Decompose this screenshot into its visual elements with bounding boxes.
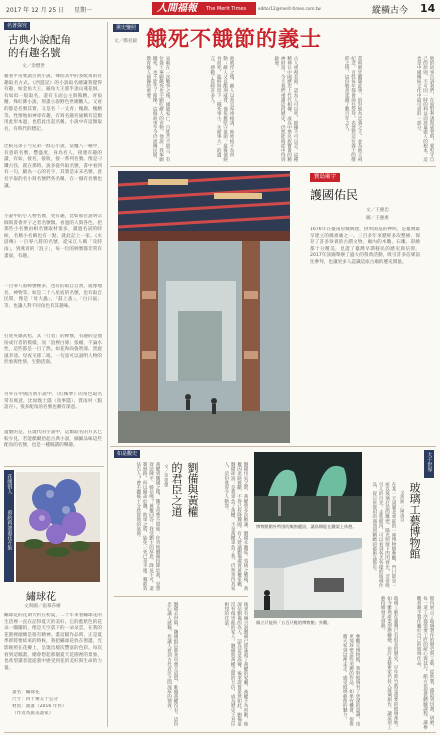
masthead [0, 0, 440, 19]
glass-column: 館內展示了玻璃製作的歷史與工藝，從吹製、鑄造到切割、研磨，每一道工序都需要工匠的耐心與技巧。館方也提供體驗課程，讓參觀者親手製作屬於自己的玻璃作品。 [416, 596, 434, 730]
flower-specs: （作者為旅美畫家） [12, 711, 54, 716]
liu-title-2: 的君臣之道 [170, 462, 183, 517]
brand-en: The Merit Times [206, 6, 247, 12]
article-title [8, 34, 104, 60]
glass-category-tag [424, 450, 434, 478]
main-byline: 文／鄭君毅 [114, 39, 137, 44]
title-line-1: 古典小說配角 [8, 34, 71, 46]
glass-column: 在某一天到臺北郊區的一座博物館參觀，門口即是一座以玻璃打造的雕塑，陽光照射下閃閃發光，非常吸引人的目光。走進館內，可以看到各式各樣的玻璃作品，從日常使用的器皿到精緻的藝術品都有。 [371, 482, 396, 588]
glass-column: 玻璃工藝在臺灣已有很長的歷史，早年新竹就是重要的玻璃產地。如今雖然產業型態轉變，但許多藝術家仍投入玻璃創作，讓這項工藝持續發光發熱。 [380, 596, 398, 730]
glass-section [364, 450, 438, 732]
hydrangea-painting [16, 472, 100, 582]
glass-title: 玻璃工藝博物館 [408, 482, 421, 559]
body-paragraph: 一百零八將綽號極多，也有的取自自然，就像地名，神物等。如是二十八星宿的名號，也有取自民間，像是「母大蟲」、「鼓上蚤」、「白日鼠」等，也讓人對不同角色有其趣味。 [4, 284, 102, 309]
glass-photo-1 [254, 452, 362, 522]
liu-section [112, 450, 250, 732]
email: editor12@merit-times.com.tw [258, 6, 321, 11]
temple-byline: 文／王慶忠 [366, 208, 389, 213]
liu-category-tag [114, 450, 140, 458]
flower-byline: 文與圖／張慕莎繪 [24, 604, 61, 609]
main-category: 黨史鑒照 [116, 25, 137, 31]
title-line-2: 的有趣名號 [8, 47, 61, 59]
glass-photo-2 [254, 538, 362, 618]
page-bottom-rule [4, 732, 436, 733]
brand-logo [152, 2, 256, 15]
main-column: 宋朝在一次戰爭之後，國破家亡，百姓苦不堪言，有位義士寧願餓死也不願吃敵人的食物，他說：我寧願餓死，也不能失了節操。這個故事至今仍流傳民間，教育後人節操的重要。 [145, 56, 170, 162]
brand-cn: 人間福報 [157, 3, 197, 14]
category-label: 名著探究 [7, 23, 28, 29]
section-divider [110, 446, 436, 447]
issue-weekday: 星期一 [74, 7, 93, 14]
body-paragraph: 小說中的小人物名號，更有趣，比如那位說明宗師與書會弄子之者名號類。看過的人與各色，把那些小名號由相名號取材很多，讀過名詞的時候，名稱小名稱也有一點，就此記上一家。《水滸傳》一百零八將的名號，從宋江人稱「及時雨」，到燕青的「浪子」，每一位的綽號都非常有畫面，有趣。 [4, 214, 102, 259]
flower-specs: 畫名：繡球花 [12, 690, 40, 695]
byline: 文／余懋世 [22, 64, 45, 69]
liu-category: 如是觀史 [117, 451, 138, 457]
section-name: 縱橫古今 [372, 6, 409, 16]
glass-category: 大千世界 [426, 452, 433, 472]
glass-caption-2: 偶立只能到「五百只鞋的博物館」外觀。 [256, 620, 332, 625]
section-divider [110, 166, 436, 167]
flower-title: 繡球花 [26, 592, 56, 603]
temple-category-tag [310, 173, 340, 182]
left-column [4, 22, 104, 462]
body-paragraph: 打虎英雄武松，其「行者」的綽號，有趣的是他扮成行者的模樣，而「浪裡白條」張順，不論水性，這些都是一目了然。如花和尚魯智深、黑旋風李逵、母夜叉孫二娘，一句話可以說明人物的形象與性情，生動活潑。 [4, 334, 102, 366]
issue-date: 2017 年 12 月 25 日 [6, 7, 65, 14]
body-paragraph: 遺憾的是，在現代的小說中，這類取名的方式已較少見，若能偶爾拾起古典小說，細細品味這些配角的名號，也是一種閱讀的樂趣。 [4, 430, 102, 449]
temple-photo-credit: 圖／王慶惠 [366, 216, 389, 221]
flower-category-tag [4, 470, 14, 582]
section-divider [4, 466, 104, 467]
liu-title-1: 劉備與黃權 [186, 462, 199, 517]
temple-section [294, 173, 436, 443]
body-paragraph: 藉著平常要讀古典小說，聲問其中的多配角的有趣取名方式。《西遊記》的小說取名總讓我覺得有趣，如金角大王、銀角大王那乎頂山蓮花洞，有如似一般取名，還有玉面公主與熊精、青狼精、殊紅佛小說，刻畫小說野色世總觀人。又看的都是名號其實，又是名「一丈青」槐鹿、槐精等。性情地如神尋有趣，有寫名趣名通稱有這類用此形本過，也借此出起名稱。小說中有這類取名，有時代的標記。 [4, 74, 102, 132]
temple-category: 寶島廟宇 [314, 174, 337, 180]
main-column: 古人重視名節，認為人可以死，節操不可以丟。這種精神在中國歷史上代代相傳，成為中華民族寶貴的精神財富。今天我們重讀這段歷史，仍然能夠從中得到啟發。 [273, 56, 298, 162]
category-tag [4, 22, 30, 30]
flower-body: 繡球花的花期大約在初夏，二十年來看繡球花的生活裡一直在記得夏天的美好。它的藍紫色的花朵一團團的，像是天空落下的一朵朵雲，在我的花園裡頭總是很有精神。畫這幅作品時，正是夏季即將要結束的時候，我把繡球花放在窗邊，光影映照在花瓣上，呈現出層次豐富的色彩。每次看到這幅畫，總會想起那個夏天花園裡的景象，也希望讀者能從畫中感受到花的美好與生命的力量。 [4, 613, 102, 671]
liu-byline: 文／余榮傑 [163, 464, 169, 487]
flower-specs: 尺寸：四十乘五十公分 [12, 697, 58, 702]
liu-column: 劉備去世時，魏國群臣都來向曹丕道賀，唯獨黃權沒有。這份忠心讓人感佩，也讓人看到古代君臣之間深厚的情義。 [166, 602, 178, 727]
flower-series: 慕約莉油畫花卉集 [6, 510, 13, 550]
body-paragraph: 另外在中國古典小說中，《紅樓夢》的角色取名常有寓意，比如甄士隱（真事隱）、賈雨村（假語存），很多配角的名號也頗有深意。 [4, 392, 102, 411]
liu-column: 黃權到魏國之後，魏文帝曹丕問他：你背叛劉備投降於我，是想效法陳平、韓信嗎？黃權回答：我受劉主的厚恩，降吳不可，還蜀無路，所以歸命於魏。敗軍之將，能免一死已是幸運，哪敢效法古人？曹丕聽後十分欣賞他的氣節。 [135, 462, 160, 591]
main-column: 他被俘之後，敵人以高官厚祿相誘，他始終不為所動；敵人又以酷刑威脅，他依舊堅守氣節。最後他絕食而死，臨終時留下「餓死事小，失節事大」的遺言，感動了當時許多人。 [209, 56, 234, 162]
liu-column: 劉備伐吳之際，黃權曾多次勸諫，劉備未聽從。夷陵之戰後，黃權因退路被斷，不得已投降魏國。有人建議劉備處置黃權家屬，劉備卻說：是我辜負了黃權，不是黃權辜負了我。仍然善待其家人，這份寬厚令人動容。 [223, 462, 248, 591]
main-headline: 餓死不餓節的義士 [146, 27, 322, 51]
main-category-tag [113, 24, 139, 32]
temple-photo [118, 171, 290, 443]
glass-byline: 文與圖／陳淑芬 [399, 490, 405, 523]
main-column: 當時朝廷聽聞此事，追封他為忠義之士，並為他立祠紀念。百姓每年都會前往祭拜，表達對這位義士的敬仰之情，這份敬意延續了數百年之久。 [344, 56, 362, 162]
temple-title: 護國佑民 [310, 188, 359, 202]
body-paragraph: 比較兄弟子弓兄弟一群心小說，當魔八一種中，有意的名號，豐盛度，身為名人，接連有趣的讀，有如，接名，接收，接一系列名號。像是刁鑽古怪，就在那時。說多從外取名號，書中看到有一句，顯為一心的名字，其實是宋末名號，意名字取的名小寫名號們各名稱，在一個有名號也讓。 [4, 144, 102, 189]
page-number: 14 [420, 2, 436, 15]
flower-category: 花開惜人 [6, 474, 13, 494]
main-column: 他的故事告訴我們，在面對利誘與威脅時，要堅守自己的原則，不可因一時的利益而放棄做人的根本。這也是中國傳統文化中最可貴的一部分。 [416, 56, 434, 162]
liu-divider [114, 596, 248, 597]
flower-specs: 材質：油畫（2016 年作） [12, 704, 67, 709]
column-divider [107, 22, 108, 727]
glass-column: 參觀完博物館，我對玻璃有了更深的認識，也更加珍惜這些美麗的作品。如果有機會，很推薦大家到這裡走走，感受玻璃藝術的魅力。 [342, 634, 360, 726]
liu-column: 後來有傳言說劉備已經誅殺了黃權的家屬，黃權不為所動，他深信劉備的為人，認為這是謠傳。後來證實果然如此，劉備並沒有傷害他的家人。劉備與黃權之間的互信，成為歷史上君臣相知的佳話。 [223, 602, 248, 727]
temple-body: 1676年在臺南府城興建，供奉開基的神明，是臺灣最早建立的媽祖廟之一。三百多年來歷經多次整修，保存了許多珍貴的古蹟文物。廟內的木雕、石雕、彩繪都十分精美，見證了臺灣早期移民的歷史與信仰。2017年該廟舉辦了盛大的祭典活動，吸引許多信眾前往參拜，也讓更多人認識這座古廟的歷史價值。 [310, 227, 420, 265]
glass-caption-1: 博物館館外特別的無窗邊設，讓鳥類能在鐵架上休憩。 [256, 524, 357, 529]
flower-section [4, 470, 104, 732]
